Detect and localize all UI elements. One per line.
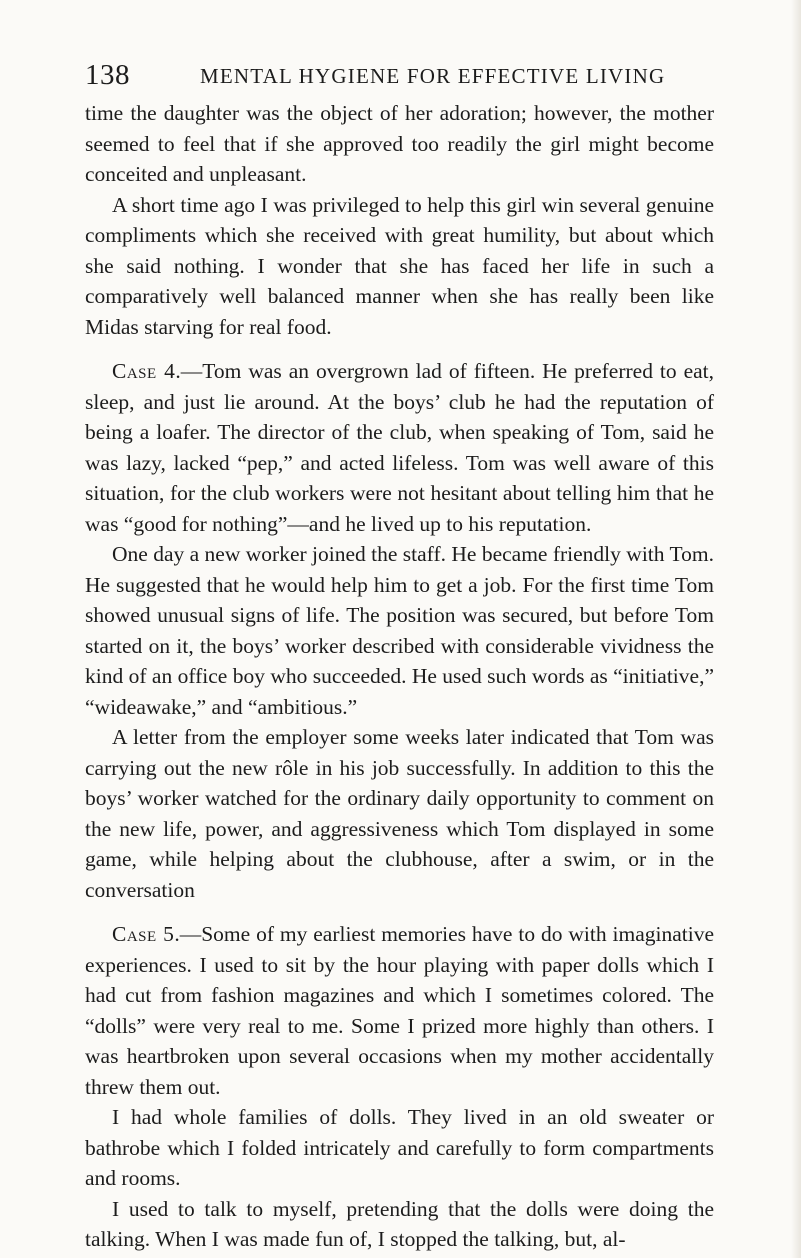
case-4-label: Case 4 xyxy=(112,359,176,383)
case-5-text: .—Some of my earliest memories have to do with imaginative experiences. I used to sit by the hour playing with paper dolls which I had cut from fashion magazines and which I sometimes colored. The “dolls” were very real to me. Some I prized more highly than others. I was heartbroken upon several occasions when my mother accidentally threw them out. xyxy=(85,922,714,1099)
paragraph-talking: I used to talk to myself, pretending that the dolls were doing the talking. When I was made fun of, I stopped the talking, but, al- xyxy=(85,1196,714,1251)
paragraph-case-4 xyxy=(85,356,714,539)
running-head: MENTAL HYGIENE FOR EFFECTIVE LIVING xyxy=(200,64,666,88)
paragraph-new-worker: One day a new worker joined the staff. He became friendly with Tom. He suggested that he would help him to get a job. For the first time Tom showed unusual signs of life. The position was secured, but before Tom started on it, the boys’ worker described with considerable vividness the kind of an office boy who succeeded. He used such words as “initiative,” “wideawake,” and “ambitious.” xyxy=(85,542,714,719)
body-text xyxy=(85,98,714,1255)
page-number: 138 xyxy=(85,59,130,91)
paragraph-case-5 xyxy=(85,919,714,1102)
paragraph-continuation: time the daughter was the object of her adoration; however, the mother seemed to feel that if she approved too readily the girl might become conceited and unpleasant. xyxy=(85,101,714,186)
page-edge xyxy=(791,0,801,1258)
paragraph-midas: A short time ago I was privileged to help this girl win several genuine compliments which she received with great humility, but about which she said nothing. I wonder that she has faced her life in such a comparatively well balanced manner when she has really been like Midas starving for real food. xyxy=(85,192,714,339)
paragraph-employer-letter: A letter from the employer some weeks later indicated that Tom was carrying out the new rôle in his job successfully. In addition to this the boys’ worker watched for the ordinary daily opportunity to comment on the new life, power, and aggressiveness which Tom displayed in some game, while helping about the clubhouse, after a swim, or in the conversation xyxy=(85,725,714,902)
paragraph-doll-families: I had whole families of dolls. They lived in an old sweater or bathrobe which I folded intricately and carefully to form compartments and rooms. xyxy=(85,1105,714,1190)
case-4-text: .—Tom was an overgrown lad of fifteen. He preferred to eat, sleep, and just lie around. At the boys’ club he had the reputation of being a loafer. The director of the club, when speaking of Tom, said he was lazy, lacked “pep,” and acted lifeless. Tom was well aware of this situation, for the club workers were not hesitant about telling him that he was “good for nothing”—and he lived up to his reputation. xyxy=(85,359,714,536)
page-header xyxy=(85,58,717,92)
case-5-label: Case 5 xyxy=(112,922,175,946)
